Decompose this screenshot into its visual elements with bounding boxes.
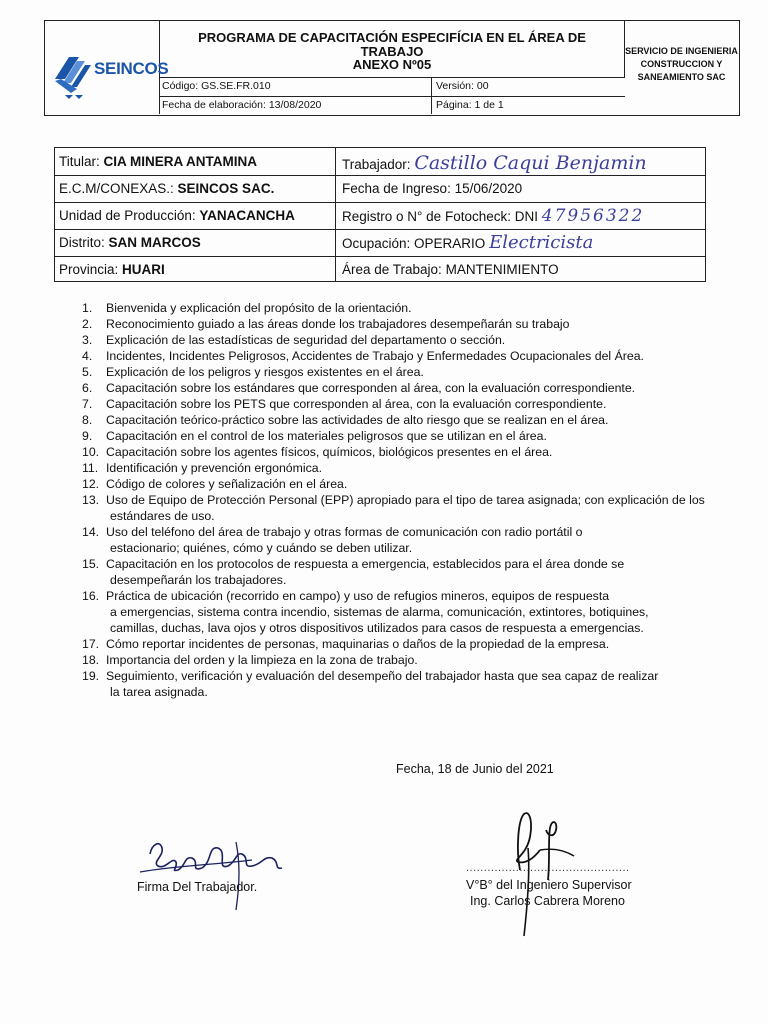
elaboration-date: Fecha de elaboración: 13/08/2020 (162, 99, 322, 111)
list-item-text: Cómo reportar incidentes de personas, maquinarias o daños de la propiedad de la empresa. (106, 637, 610, 651)
handwritten-value: Castillo Caqui Benjamin (414, 152, 647, 174)
list-item (82, 492, 732, 524)
list-item (82, 428, 732, 444)
list-item-number: 12. (82, 477, 100, 491)
list-item-text: Capacitación sobre los estándares que corresponden al área, con la evaluación correspondiente. (106, 381, 636, 395)
list-item-text: la tarea asignada. (110, 685, 208, 699)
field-label: Titular: (59, 154, 100, 169)
ecm-field (59, 181, 274, 196)
list-item-text: desempeñarán los trabajadores. (110, 573, 287, 587)
field-value: HUARI (122, 262, 165, 277)
list-item-text: Capacitación en los protocolos de respuesta a emergencia, establecidos para el área donde se (106, 557, 625, 571)
list-item-text: Reconocimiento guiado a las áreas donde los trabajadores desempeñarán su trabajo (106, 317, 570, 331)
list-item-number: 13. (82, 493, 100, 507)
trabajador-field (342, 152, 647, 174)
divider (55, 256, 705, 257)
field-value: SEINCOS SAC. (177, 181, 275, 196)
supervisor-signature (494, 800, 594, 940)
field-label: E.C.M/CONEXAS.: (59, 181, 174, 196)
field-value: SAN MARCOS (108, 235, 201, 250)
company-line: SANEAMIENTO SAC (637, 72, 726, 82)
document-title (160, 21, 625, 77)
list-item-text: Uso del teléfono del área de trabajo y otras formas de comunicación con radio portátil o (106, 525, 583, 539)
list-item-text: Incidentes, Incidentes Peligrosos, Accidentes de Trabajo y Enfermedades Ocupacionales del Área. (106, 349, 644, 363)
list-item-text: Capacitación sobre los PETS que corresponden al área, con la evaluación correspondiente. (106, 397, 607, 411)
list-item-number: 19. (82, 669, 100, 683)
list-item-text: Práctica de ubicación (recorrido en campo) y uso de refugios mineros, equipos de respuesta (106, 589, 610, 603)
list-item-text: Identificación y prevención ergonómica. (106, 461, 323, 475)
header-row-date (160, 96, 625, 114)
title-line: PROGRAMA DE CAPACITACIÓN ESPECIFÍCIA EN EL ÁREA DE (198, 30, 586, 45)
list-item-number: 15. (82, 557, 100, 571)
page-number: Página: 1 de 1 (436, 99, 504, 111)
field-label: Provincia: (59, 262, 119, 277)
list-item (82, 300, 732, 316)
divider (55, 202, 705, 203)
company-line: CONSTRUCCION Y (640, 59, 723, 69)
divider (431, 97, 432, 114)
list-item-number: 5. (82, 365, 93, 379)
list-item (82, 636, 732, 652)
document-code: Código: GS.SE.FR.010 (162, 80, 271, 92)
list-item-number: 2. (82, 317, 93, 331)
list-item (82, 348, 732, 364)
list-item (82, 396, 732, 412)
list-item-number: 6. (82, 381, 93, 395)
field-value: YANACANCHA (199, 208, 295, 223)
list-item-number: 11. (82, 461, 99, 475)
list-item (82, 524, 732, 556)
field-label: Área de Trabajo: (342, 262, 442, 277)
list-item (82, 332, 732, 348)
divider (335, 148, 336, 281)
worker-signature (132, 822, 302, 912)
list-item-text: Bienvenida y explicación del propósito de la orientación. (106, 301, 412, 315)
handwritten-value: Electricista (489, 232, 594, 253)
list-item (82, 668, 732, 700)
divider (431, 78, 432, 96)
list-item (82, 476, 732, 492)
list-item-number: 14. (82, 525, 100, 539)
registro-field (342, 206, 644, 226)
divider (55, 175, 705, 176)
company-line: SERVICIO DE INGENIERIA (625, 46, 738, 56)
list-item-text: Código de colores y señalización en el área. (106, 477, 348, 491)
field-value: 15/06/2020 (454, 181, 523, 196)
document-header-table (44, 20, 740, 116)
signature-line: .............................................. (466, 862, 630, 874)
list-item (82, 556, 732, 588)
list-item-text: camillas, duchas, lava ojos y otros dispositivos utilizados para casos de respuesta a emergencias. (110, 621, 644, 635)
field-value: MANTENIMIENTO (445, 262, 559, 277)
ingreso-field (342, 181, 522, 196)
list-item-number: 16. (82, 589, 100, 603)
list-item-text: estándares de uso. (110, 509, 215, 523)
list-item (82, 316, 732, 332)
unidad-field (59, 208, 295, 223)
supervisor-title: V°B° del Ingeniero Supervisor (466, 878, 632, 892)
titular-field (59, 154, 257, 169)
list-item-number: 18. (82, 653, 100, 667)
logo-text: SEINCOS (94, 59, 169, 78)
logo-cell (45, 21, 169, 114)
field-label: Ocupación: OPERARIO (342, 236, 486, 251)
divider (55, 229, 705, 230)
field-label: Fecha de Ingreso: (342, 181, 451, 196)
list-item-number: 8. (82, 413, 93, 427)
supervisor-name: Ing. Carlos Cabrera Moreno (470, 894, 625, 908)
field-label: Trabajador: (342, 157, 411, 172)
list-item-text: a emergencias, sistema contra incendio, sistemas de alarma, comunicación, extintores, botiquines, (110, 605, 649, 619)
list-item-number: 17. (82, 637, 100, 651)
field-label: Registro o N° de Fotocheck: DNI (342, 209, 538, 224)
distrito-field (59, 235, 201, 250)
list-item-text: Uso de Equipo de Protección Personal (EPP) apropiado para el tipo de tarea asignada; con explicación de los (106, 493, 705, 507)
training-topics-list (82, 300, 732, 700)
title-line: TRABAJO (360, 43, 424, 59)
list-item (82, 444, 732, 460)
field-value: CIA MINERA ANTAMINA (103, 154, 258, 169)
list-item-text: Explicación de las estadísticas de seguridad del departamento o sección. (106, 333, 506, 347)
field-label: Distrito: (59, 235, 105, 250)
list-item (82, 412, 732, 428)
list-item-number: 1. (82, 301, 93, 315)
field-label: Unidad de Producción: (59, 208, 196, 223)
list-item-text: estacionario; quiénes, cómo y cuándo se deben utilizar. (110, 541, 413, 555)
list-item-number: 9. (82, 429, 93, 443)
provincia-field (59, 262, 165, 277)
list-item-text: Importancia del orden y la limpieza en la zona de trabajo. (106, 653, 418, 667)
company-name (625, 21, 738, 114)
list-item (82, 588, 732, 636)
list-item (82, 364, 732, 380)
list-item (82, 460, 732, 476)
list-item-text: Explicación de los peligros y riesgos existentes en el área. (106, 365, 424, 379)
list-item (82, 652, 732, 668)
worker-info-table (54, 147, 706, 282)
list-item-text: Capacitación en el control de los materiales peligrosos que se utilizan en el área. (106, 429, 547, 443)
ocupacion-field (342, 232, 593, 253)
list-item-number: 10. (82, 445, 100, 459)
document-version: Versión: 00 (436, 80, 489, 92)
list-item-text: Capacitación sobre los agentes físicos, químicos, biológicos presentes en el área. (106, 445, 553, 459)
list-item (82, 380, 732, 396)
handwritten-value: 47956322 (541, 206, 645, 226)
list-item-number: 7. (82, 397, 93, 411)
list-item-text: Seguimiento, verificación y evaluación del desempeño del trabajador hasta que sea capaz de realizar (106, 669, 659, 683)
signing-date: Fecha, 18 de Junio del 2021 (396, 762, 554, 776)
area-field (342, 262, 559, 277)
title-line: ANEXO Nº05 (352, 57, 432, 72)
list-item-text: Capacitación teórico-práctico sobre las actividades de alto riesgo que se realizan en el área. (106, 413, 609, 427)
list-item-number: 4. (82, 349, 93, 363)
worker-signature-label: Firma Del Trabajador. (137, 880, 258, 894)
list-item-number: 3. (82, 333, 93, 347)
header-row-code (160, 77, 625, 96)
